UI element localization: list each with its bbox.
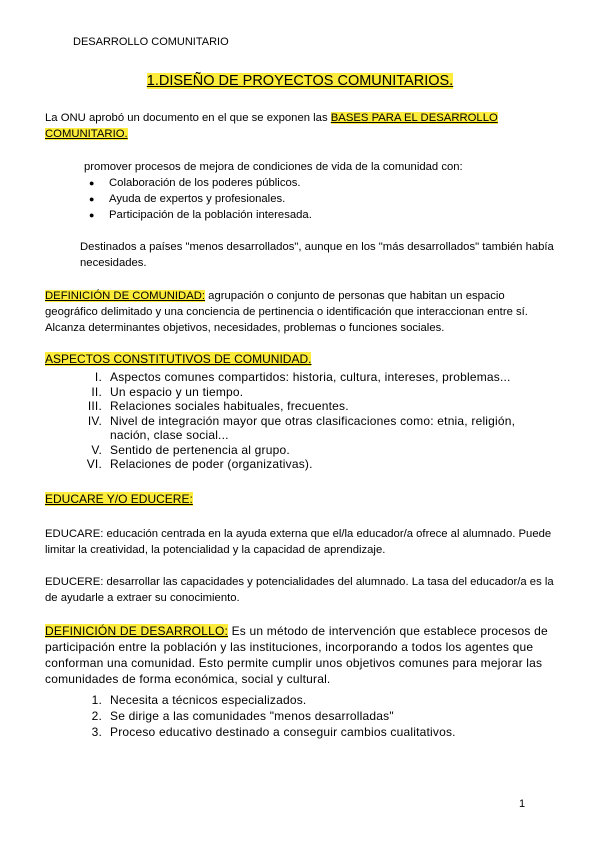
desarrollo-list [80,692,550,740]
page-title-text: 1.DISEÑO DE PROYECTOS COMUNITARIOS. [146,73,454,89]
list-item-number: 3. [91,725,102,739]
list-item [80,457,550,472]
list-item-text: Un espacio y un tiempo. [110,384,244,399]
educare-heading-text: EDUCARE Y/O EDUCERE: [45,492,193,506]
list-item [80,443,550,458]
list-item-text: Proceso educativo destinado a conseguir cambios cualitativos. [110,725,456,739]
list-item [80,692,550,708]
page-title [0,73,600,89]
list-item: ● Colaboración de los poderes públicos. [86,175,556,191]
list-item [80,399,550,414]
aspectos-list [80,370,550,472]
list-item-text: Se dirige a las comunidades "menos desarrolladas" [110,709,394,723]
list-item: ● Participación de la población interesada. [86,207,556,223]
promote-list [86,175,556,223]
list-item [80,370,550,385]
list-item-number: I. [94,370,102,384]
list-item-number: II. [91,384,102,399]
page-number: 1 [519,798,526,810]
list-item-text: Nivel de integración mayor que otras clasificaciones como: etnia, religión, nación, clase social... [110,413,516,442]
promote-lead: promover procesos de mejora de condiciones de vida de la comunidad con: [84,161,463,173]
intro-text: La ONU aprobó un documento en el que se exponen las [45,112,331,124]
list-item: ● Ayuda de expertos y profesionales. [86,191,556,207]
list-item-text: Sentido de pertenencia al grupo. [110,442,290,457]
list-item-text: Relaciones sociales habituales, frecuentes. [110,399,349,413]
destinados-paragraph: Destinados a países "menos desarrollados", aunque en los "más desarrollados" también había necesidades. [80,241,554,269]
def-comunidad-label: DEFINICIÓN DE COMUNIDAD: [45,290,206,302]
educare-heading [45,491,193,507]
def-comunidad-text: agrupación o conjunto de personas que habitan un espacio geográfico delimitado y una conciencia de pertinencia o identificación que interaccionan entre sí. Alcanza determinantes objetivos, necesidades, problemas o funciones sociales. [45,290,528,334]
aspectos-heading [45,351,311,367]
list-item-text: Relaciones de poder (organizativas). [110,457,313,471]
def-desarrollo-paragraph [45,623,565,687]
def-comunidad-paragraph [45,288,560,336]
list-item-number: 1. [91,693,102,707]
educare-paragraph: EDUCARE: educación centrada en la ayuda externa que el/la educador/a ofrece al alumnado. Puede limitar la creatividad, la potencialidad y la capacidad de aprendizaje. [45,528,552,556]
list-item-number: V. [91,442,102,457]
def-desarrollo-label: DEFINICIÓN DE DESARROLLO: [45,624,229,638]
educere-paragraph: EDUCERE: desarrollar las capacidades y potencialidades del alumnado. La tasa del educador/a es la de ayudarle a extraer su conocimiento. [45,576,554,604]
list-item-number: 2. [91,709,102,723]
list-item [80,414,550,443]
def-desarrollo-text: Es un método de intervención que establece procesos de participación entre la población y las instituciones, incorporando a todos los agentes que conforman una comunidad. Esto permite cumplir unos objetivos comunes para mejorar las comunidades de forma económica, social y cultural. [45,624,548,686]
list-item-number: VI. [86,457,102,471]
intro-paragraph [45,110,545,142]
list-item [80,724,550,740]
list-item-text: Aspectos comunes compartidos: historia, cultura, intereses, problemas... [110,370,511,384]
intro-highlight: BASES PARA EL DESARROLLO COMUNITARIO. [45,112,498,140]
list-item-number: III. [87,399,102,413]
aspectos-heading-text: ASPECTOS CONSTITUTIVOS DE COMUNIDAD. [45,352,312,366]
document-header: DESARROLLO COMUNITARIO [73,36,229,48]
list-item [80,708,550,724]
list-item [80,385,550,400]
list-item-text: Necesita a técnicos especializados. [110,693,307,707]
list-item-number: IV. [87,413,102,428]
